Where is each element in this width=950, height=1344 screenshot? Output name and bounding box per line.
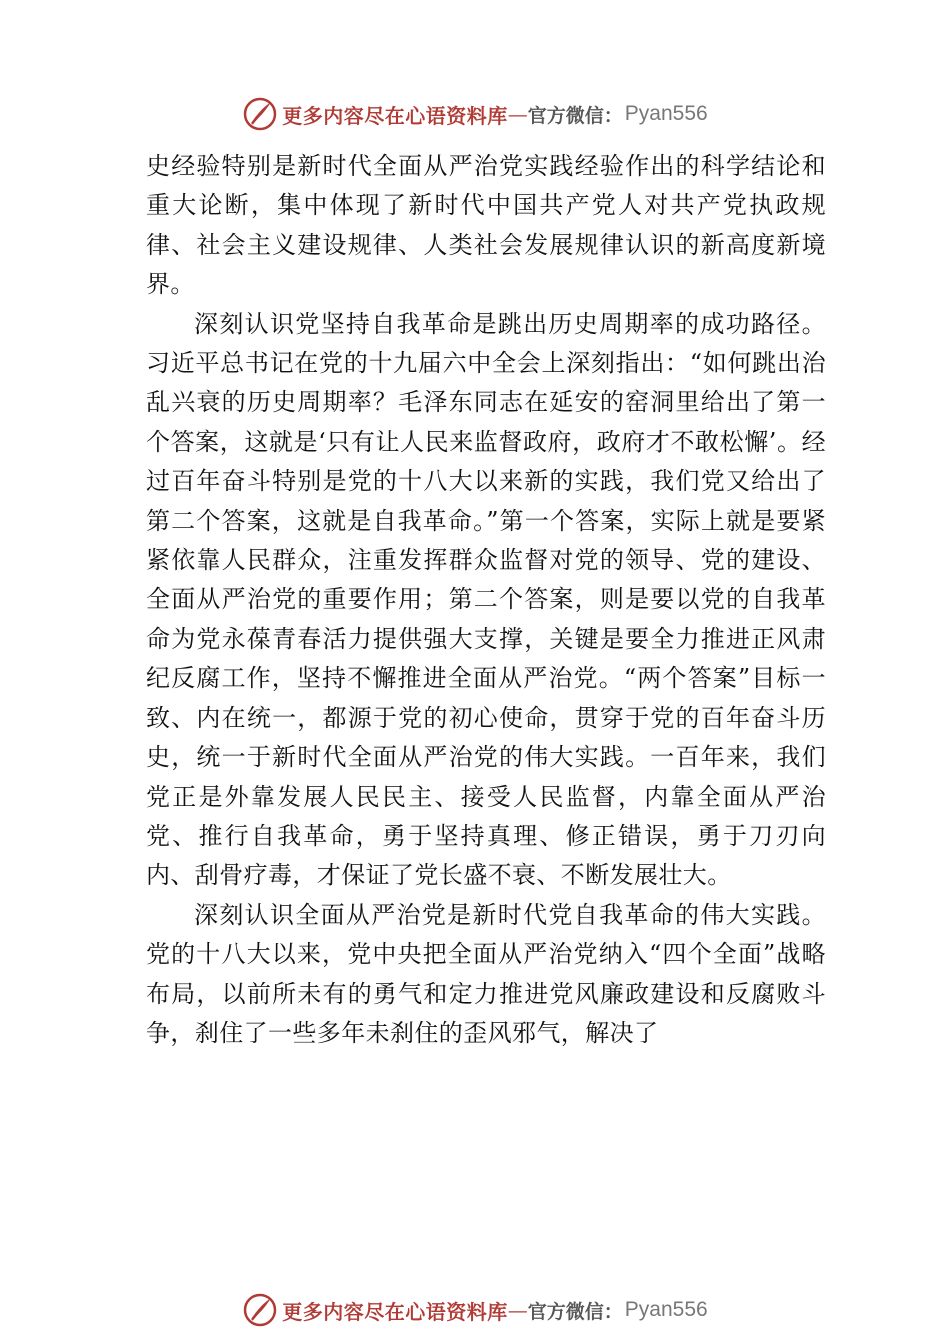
wechat-id: Pyan556	[624, 102, 708, 125]
footer-banner	[0, 1288, 950, 1332]
banner-separator: —	[507, 102, 528, 126]
paragraph-1: 史经验特别是新时代全面从严治党实践经验作出的科学结论和重大论断，集中体现了新时代中国共产党人对共产党执政规律、社会主义建设规律、人类社会发展规律认识的新高度新境界。	[146, 152, 826, 299]
banner-separator: —	[507, 1298, 528, 1322]
document-body	[146, 147, 826, 1053]
wechat-label: 官方微信：	[527, 1300, 623, 1323]
banner-slogan: 更多内容尽在心语资料库	[282, 1299, 508, 1324]
wechat-id: Pyan556	[624, 1298, 708, 1321]
quill-seal-icon	[242, 96, 278, 132]
wechat-label: 官方微信：	[527, 104, 623, 127]
paragraph-2: 深刻认识党坚持自我革命是跳出历史周期率的成功路径。习近平总书记在党的十九届六中全会上深刻指出：“如何跳出治乱兴衰的历史周期率？毛泽东同志在延安的窑洞里给出了第一个答案，这就是‘只有让人民来监督政府，政府才不敢松懈’。经过百年奋斗特别是党的十八大以来新的实践，我们党又给出了第二个答案，这就是自我革命。”第一个答案，实际上就是要紧紧依靠人民群众，注重发挥群众监督对党的领导、党的建设、全面从严治党的重要作用；第二个答案，则是要以党的自我革命为党永葆青春活力提供强大支撑，关键是要全力推进正风肃纪反腐工作，坚持不懈推进全面从严治党。“两个答案”目标一致、内在统一，都源于党的初心使命，贯穿于党的百年奋斗历史，统一于新时代全面从严治党的伟大实践。一百年来，我们党正是外靠发展人民民主、接受人民监督，内靠全面从严治党、推行自我革命，勇于坚持真理、修正错误，勇于刀刃向内、刮骨疗毒，才保证了党长盛不衰、不断发展壮大。	[146, 309, 826, 890]
paragraph-3: 深刻认识全面从严治党是新时代党自我革命的伟大实践。党的十八大以来，党中央把全面从严治党纳入“四个全面”战略布局，以前所未有的勇气和定力推进党风廉政建设和反腐败斗争，刹住了一些多年未刹住的歪风邪气，解决了	[146, 900, 826, 1047]
banner-slogan: 更多内容尽在心语资料库	[282, 103, 508, 128]
header-banner	[0, 92, 950, 136]
quill-seal-icon	[242, 1292, 278, 1328]
